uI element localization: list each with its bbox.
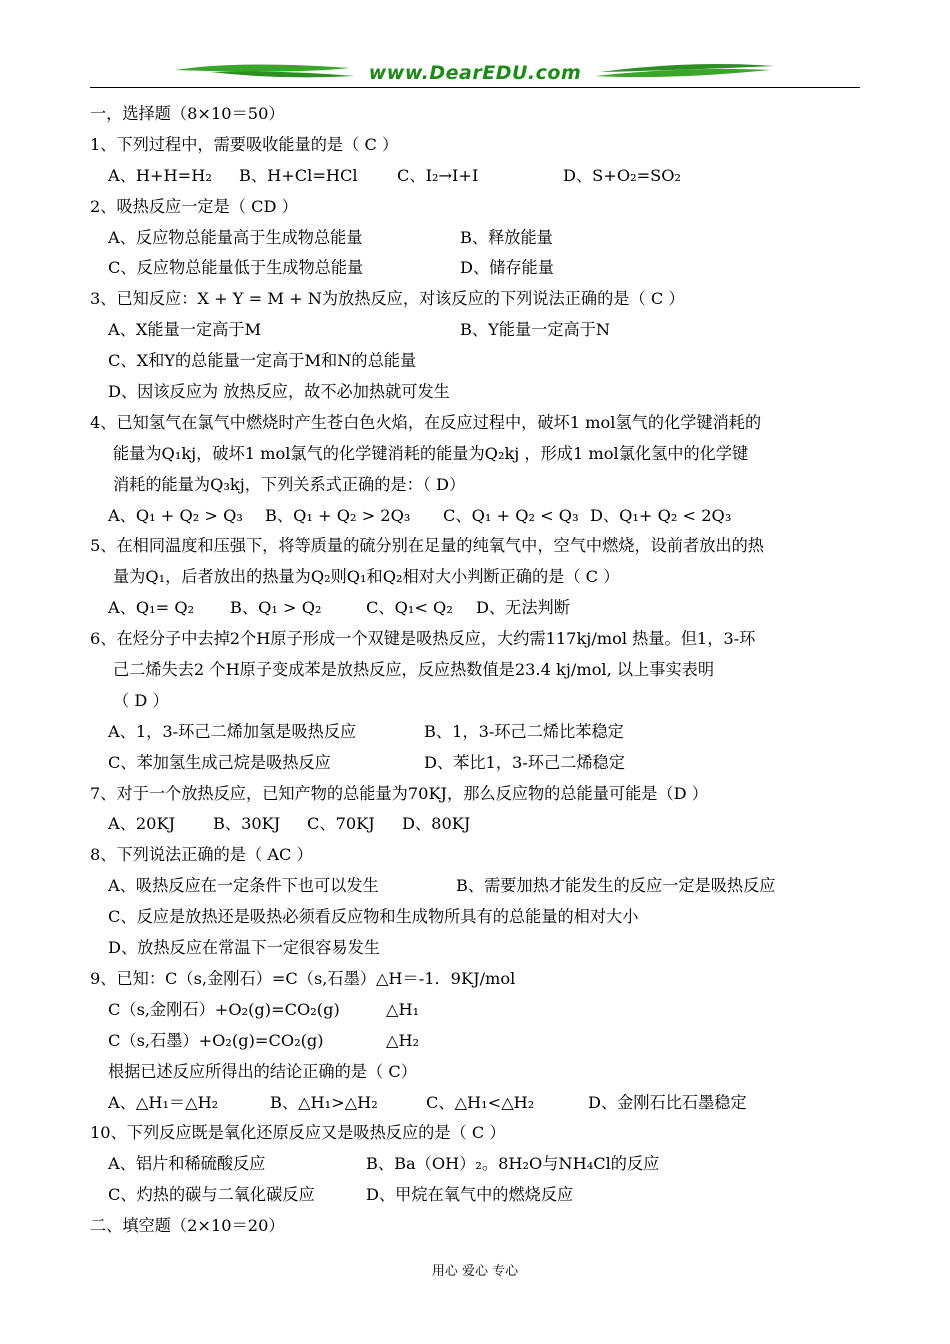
q6-options-ab bbox=[90, 717, 865, 748]
option: D、储存能量 bbox=[460, 258, 554, 278]
option: D、S+O₂=SO₂ bbox=[563, 165, 681, 185]
option: A、Q₁= Q₂ bbox=[108, 598, 195, 618]
option: C、△H₁<△H₂ bbox=[426, 1092, 535, 1112]
q2-options-cd bbox=[90, 253, 865, 284]
q4-options bbox=[90, 501, 865, 532]
page-footer: 用心 爱心 专心 bbox=[431, 1264, 519, 1279]
site-brand[interactable]: www.DearEDU.com bbox=[368, 62, 582, 84]
option: A、铝片和稀硫酸反应 bbox=[108, 1154, 266, 1174]
exam-content bbox=[90, 99, 865, 1242]
question-6-cont: 己二烯失去2 个H原子变成苯是放热反应，反应热数值是23.4 kj/mol, 以上事实表明 bbox=[113, 660, 715, 680]
option: D、苯比1，3-环己二烯稳定 bbox=[424, 752, 625, 772]
question-5: 5、在相同温度和压强下，将等质量的硫分别在足量的纯氧气中，空气中燃烧，设前者放出的热 bbox=[90, 536, 764, 556]
option: B、释放能量 bbox=[460, 227, 553, 247]
q8-option-d: D、放热反应在常温下一定很容易发生 bbox=[108, 938, 380, 958]
option: D、80KJ bbox=[402, 814, 471, 834]
equation: C（s,石墨）+O₂(g)=CO₂(g) bbox=[108, 1030, 324, 1050]
q10-options-cd bbox=[90, 1180, 865, 1211]
q6-options-cd bbox=[90, 748, 865, 779]
section-title-2: 二、填空题（2×10＝20） bbox=[90, 1216, 285, 1236]
question-4-cont: 能量为Q₁kj，破坏1 mol氯气的化学键消耗的能量为Q₂kj ，形成1 mol氯化氢中的化学键 bbox=[113, 443, 749, 463]
option: B、Q₁ > Q₂ bbox=[230, 598, 322, 618]
option: C、Q₁ + Q₂ < Q₃ bbox=[443, 505, 579, 525]
q2-options-ab bbox=[90, 223, 865, 254]
question-9: 9、已知：C（s,金刚石）=C（s,石墨）△H＝-1．9KJ/mol bbox=[90, 968, 516, 988]
option: D、无法判断 bbox=[476, 598, 570, 618]
equation: C（s,金刚石）+O₂(g)=CO₂(g) bbox=[108, 999, 340, 1019]
section-title: 一，选择题（8×10＝50） bbox=[90, 104, 285, 123]
option: B、1，3-环己二烯比苯稳定 bbox=[424, 721, 624, 741]
q1-options bbox=[90, 161, 865, 192]
option: A、Q₁ + Q₂ > Q₃ bbox=[108, 505, 243, 525]
option: C、灼热的碳与二氧化碳反应 bbox=[108, 1185, 315, 1205]
q9-prompt: 根据已述反应所得出的结论正确的是（ C） bbox=[108, 1061, 417, 1081]
option: A、△H₁＝△H₂ bbox=[108, 1092, 219, 1112]
option: C、反应物总能量低于生成物总能量 bbox=[108, 258, 364, 278]
q8-option-c: C、反应是放热还是吸热必须看反应物和生成物所具有的总能量的相对大小 bbox=[108, 907, 639, 927]
option: B、30KJ bbox=[213, 814, 281, 834]
option: C、70KJ bbox=[307, 814, 375, 834]
option: A、X能量一定高于M bbox=[108, 320, 262, 340]
q9-options bbox=[90, 1088, 865, 1119]
enthalpy-label: △H₁ bbox=[386, 999, 420, 1019]
site-header bbox=[90, 58, 860, 90]
question-6: 6、在烃分子中去掉2个H原子形成一个双键是吸热反应，大约需117kj/mol 热量。但1，3-环 bbox=[90, 629, 756, 649]
q3-option-d: D、因该反应为 放热反应，故不必加热就可发生 bbox=[108, 382, 450, 402]
question-6-answer: （ D ） bbox=[113, 690, 169, 710]
q10-options-ab bbox=[90, 1149, 865, 1180]
question-3: 3、已知反应：X + Y = M + N为放热反应，对该反应的下列说法正确的是（ C ） bbox=[90, 289, 685, 309]
question-8: 8、下列说法正确的是（ AC ） bbox=[90, 845, 313, 865]
question-10: 10、下列反应既是氧化还原反应又是吸热反应的是（ C ） bbox=[90, 1123, 506, 1143]
option: C、I₂→I+I bbox=[397, 165, 479, 185]
q8-options-ab bbox=[90, 871, 865, 902]
q5-options bbox=[90, 593, 865, 624]
option: A、1，3-环己二烯加氢是吸热反应 bbox=[108, 721, 357, 741]
option: B、H+Cl=HCl bbox=[239, 165, 358, 185]
option: D、Q₁+ Q₂ < 2Q₃ bbox=[590, 505, 732, 525]
question-2: 2、吸热反应一定是（ CD ） bbox=[90, 196, 298, 216]
question-4: 4、已知氢气在氯气中燃烧时产生苍白色火焰，在反应过程中，破坏1 mol氢气的化学键消耗的 bbox=[90, 412, 762, 432]
question-1: 1、下列过程中，需要吸收能量的是（ C ） bbox=[90, 134, 399, 154]
option: D、甲烷在氧气中的燃烧反应 bbox=[366, 1185, 574, 1205]
q9-equation-1 bbox=[90, 995, 865, 1026]
option: B、Y能量一定高于N bbox=[460, 320, 611, 340]
option: A、H+H=H₂ bbox=[108, 165, 212, 185]
option: B、Q₁ + Q₂ > 2Q₃ bbox=[265, 505, 411, 525]
question-7: 7、对于一个放热反应，已知产物的总能量为70KJ，那么反应物的总能量可能是（D ） bbox=[90, 783, 708, 803]
header-divider bbox=[90, 87, 860, 88]
q9-equation-2 bbox=[90, 1026, 865, 1057]
q7-options bbox=[90, 809, 865, 840]
q3-options-ab bbox=[90, 315, 865, 346]
option: B、需要加热才能发生的反应一定是吸热反应 bbox=[456, 876, 776, 896]
question-4-cont: 消耗的能量为Q₃kj，下列关系式正确的是：（ D） bbox=[113, 474, 466, 494]
option: A、反应物总能量高于生成物总能量 bbox=[108, 227, 363, 247]
q3-option-c: C、X和Y的总能量一定高于M和N的总能量 bbox=[108, 351, 417, 371]
option: C、苯加氢生成己烷是吸热反应 bbox=[108, 752, 331, 772]
question-5-cont: 量为Q₁，后者放出的热量为Q₂则Q₁和Q₂相对大小判断正确的是（ C ） bbox=[113, 567, 620, 587]
option: A、吸热反应在一定条件下也可以发生 bbox=[108, 876, 379, 896]
option: B、Ba（OH）₂。8H₂O与NH₄Cl的反应 bbox=[366, 1154, 660, 1174]
enthalpy-label: △H₂ bbox=[386, 1030, 420, 1050]
option: B、△H₁>△H₂ bbox=[270, 1092, 378, 1112]
option: D、金刚石比石墨稳定 bbox=[588, 1092, 747, 1112]
option: A、20KJ bbox=[108, 814, 176, 834]
option: C、Q₁< Q₂ bbox=[366, 598, 453, 618]
